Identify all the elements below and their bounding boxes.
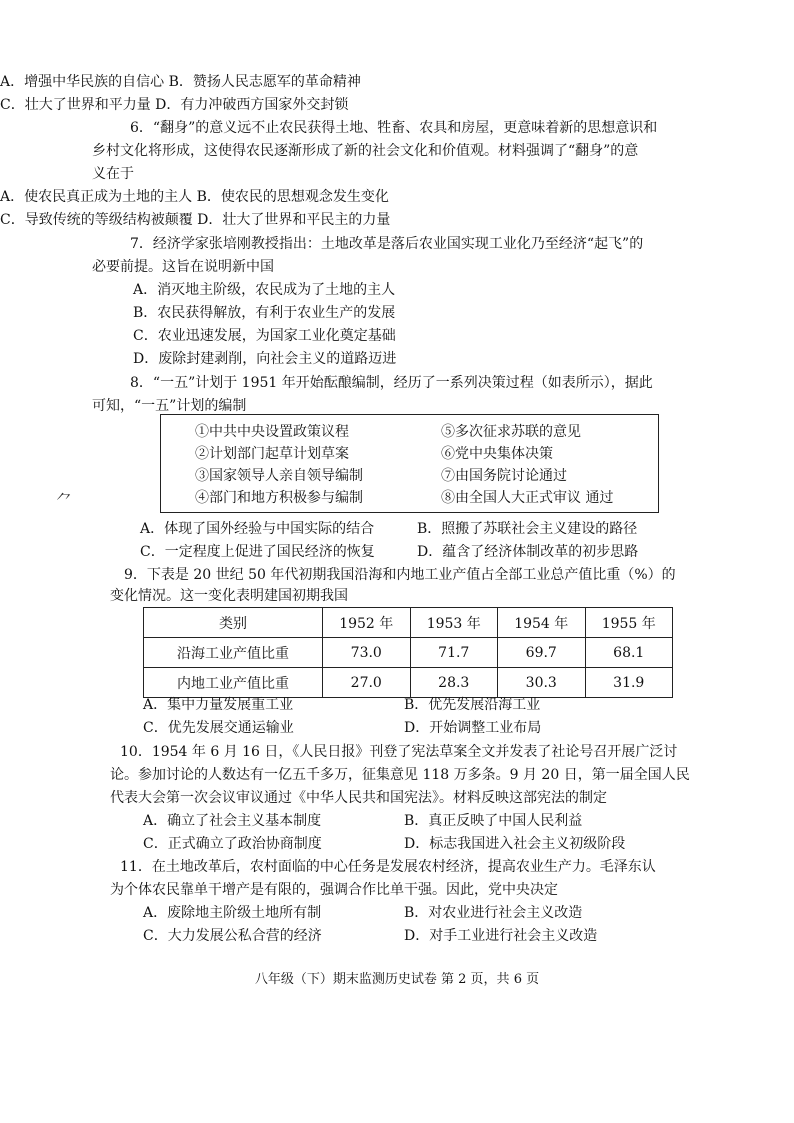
process-step-2: ②计划部门起草计划草案 <box>195 446 349 462</box>
q5-option-b: B．赞扬人民志愿军的革命精神 <box>168 74 361 90</box>
process-step-3: ③国家领导人亲自领导编制 <box>195 468 363 484</box>
table-cell: 73.0 <box>323 638 411 668</box>
q9-option-a: A．集中力量发展重工业 <box>143 697 294 713</box>
q8-option-a: A．体现了国外经验与中国实际的结合 <box>140 521 375 537</box>
process-step-1: ①中共中央设置政策议程 <box>195 424 349 440</box>
table-header-cell: 1953 年 <box>410 608 498 638</box>
q9-stem-line-1: 9．下表是 20 世纪 50 年代初期我国沿海和内地工业产值占全部工业总产值比重（%）的 <box>124 567 676 583</box>
industry-share-table <box>143 607 673 698</box>
decision-process-box <box>160 414 659 513</box>
table-header-cell: 1955 年 <box>585 608 673 638</box>
q8-stem-line-1: 8．“一五”计划于 1951 年开始酝酿编制，经历了一系列决策过程（如表所示），据此 <box>130 375 653 391</box>
q11-option-d: D．对手工业进行社会主义改造 <box>404 928 598 944</box>
table-cell: 68.1 <box>585 638 673 668</box>
q11-option-b: B．对农业进行社会主义改造 <box>404 905 583 921</box>
table-header-cell: 1954 年 <box>498 608 586 638</box>
q5-options-row-1 <box>0 72 794 94</box>
table-header-row <box>144 608 673 638</box>
table-cell: 31.9 <box>585 668 673 698</box>
q9-stem-line-2: 变化情况。这一变化表明建国初期我国 <box>110 588 348 604</box>
q6-stem-line-3: 义在于 <box>92 166 134 182</box>
table-cell: 28.3 <box>410 668 498 698</box>
q11-stem-line-2: 为个体农民靠单干增产是有限的，强调合作比单干强。因此，党中央决定 <box>110 882 558 898</box>
q11-options-row-2 <box>0 926 794 948</box>
q10-stem-line-2: 论。参加讨论的人数达有一亿五千多万，征集意见 118 万多条。9 月 20 日，第一届全国人民 <box>110 767 690 783</box>
q6-options-row-1 <box>0 187 794 209</box>
q10-options-row-2 <box>0 834 794 856</box>
q9-options-row-2 <box>0 718 794 740</box>
q7-stem-line-2: 必要前提。这旨在说明新中国 <box>92 259 274 275</box>
margin-scribble-mark: ⺈ <box>56 491 73 510</box>
process-step-7: ⑦由国务院讨论通过 <box>441 468 567 484</box>
q10-option-b: B．真正反映了中国人民利益 <box>404 813 583 829</box>
q10-stem-line-1: 10．1954 年 6 月 16 日，《人民日报》刊登了宪法草案全文并发表了社论号召开展广泛讨 <box>120 744 678 760</box>
q10-options-row-1 <box>0 811 794 833</box>
q8-options-row-2 <box>0 542 794 564</box>
table-cell: 27.0 <box>323 668 411 698</box>
q7-option-d: D．废除封建剥削，向社会主义的道路迈进 <box>133 351 397 367</box>
q8-option-b: B．照搬了苏联社会主义建设的路径 <box>417 521 638 537</box>
process-step-4: ④部门和地方积极参与编制 <box>195 490 363 506</box>
q8-option-c: C．一定程度上促进了国民经济的恢复 <box>140 544 375 560</box>
table-cell: 30.3 <box>498 668 586 698</box>
q9-option-b: B．优先发展沿海工业 <box>404 697 541 713</box>
q8-stem-line-2: 可知，“一五”计划的编制 <box>92 398 247 414</box>
table-cell: 71.7 <box>410 638 498 668</box>
table-row <box>144 638 673 668</box>
q6-option-b: B．使农民的思想观念发生变化 <box>196 189 389 205</box>
q10-option-c: C．正式确立了政治协商制度 <box>143 836 322 852</box>
table-row <box>144 668 673 698</box>
q7-option-a: A．消灭地主阶级，农民成为了土地的主人 <box>133 282 396 298</box>
process-step-5: ⑤多次征求苏联的意见 <box>441 424 581 440</box>
q8-option-d: D．蕴含了经济体制改革的初步思路 <box>417 544 639 560</box>
q6-options-row-2 <box>0 210 794 232</box>
q6-option-a: A．使农民真正成为土地的主人 <box>0 189 193 205</box>
q7-option-b: B．农民获得解放，有利于农业生产的发展 <box>133 305 396 321</box>
q9-options-row-1 <box>0 695 794 717</box>
table-header-cell: 类别 <box>144 608 323 638</box>
q7-stem-line-1: 7．经济学家张培刚教授指出：土地改革是落后农业国实现工业化乃至经济“起飞”的 <box>130 236 644 252</box>
table-cell: 69.7 <box>498 638 586 668</box>
q10-option-a: A．确立了社会主义基本制度 <box>143 813 322 829</box>
q11-option-a: A．废除地主阶级土地所有制 <box>143 905 322 921</box>
q7-option-c: C．农业迅速发展，为国家工业化奠定基础 <box>133 328 396 344</box>
q10-stem-line-3: 代表大会第一次会议审议通过《中华人民共和国宪法》。材料反映这部宪法的制定 <box>110 790 607 806</box>
page-footer: 八年级（下）期末监测历史试卷 第 2 页，共 6 页 <box>254 972 540 987</box>
q9-option-d: D．开始调整工业布局 <box>404 720 542 736</box>
q10-option-d: D．标志我国进入社会主义初级阶段 <box>404 836 626 852</box>
process-step-6: ⑥党中央集体决策 <box>441 446 553 462</box>
q11-option-c: C．大力发展公私合营的经济 <box>143 928 322 944</box>
q5-option-a: A．增强中华民族的自信心 <box>0 74 165 90</box>
q11-stem-line-1: 11．在土地改革后，农村面临的中心任务是发展农村经济，提高农业生产力。毛泽东认 <box>120 859 656 875</box>
table-cell: 沿海工业产值比重 <box>144 638 323 668</box>
q9-option-c: C．优先发展交通运输业 <box>143 720 294 736</box>
q6-stem-line-1: 6．“翻身”的意义远不止农民获得土地、牲畜、农具和房屋，更意味着新的思想意识和 <box>130 120 658 136</box>
q6-stem-line-2: 乡村文化将形成，这使得农民逐渐形成了新的社会文化和价值观。材料强调了“翻身”的意 <box>92 143 639 159</box>
q5-option-c: C．壮大了世界和平力量 <box>0 97 151 113</box>
q8-options-row-1 <box>0 519 794 541</box>
table-header-cell: 1952 年 <box>323 608 411 638</box>
q6-option-c: C．导致传统的等级结构被颠覆 <box>0 212 193 228</box>
q11-options-row-1 <box>0 903 794 925</box>
q5-option-d: D．有力冲破西方国家外交封锁 <box>155 97 349 113</box>
q6-option-d: D．壮大了世界和平民主的力量 <box>197 212 391 228</box>
table-cell: 内地工业产值比重 <box>144 668 323 698</box>
process-step-8: ⑧由全国人大正式审议 通过 <box>441 490 614 506</box>
q5-options-row-2 <box>0 95 794 117</box>
